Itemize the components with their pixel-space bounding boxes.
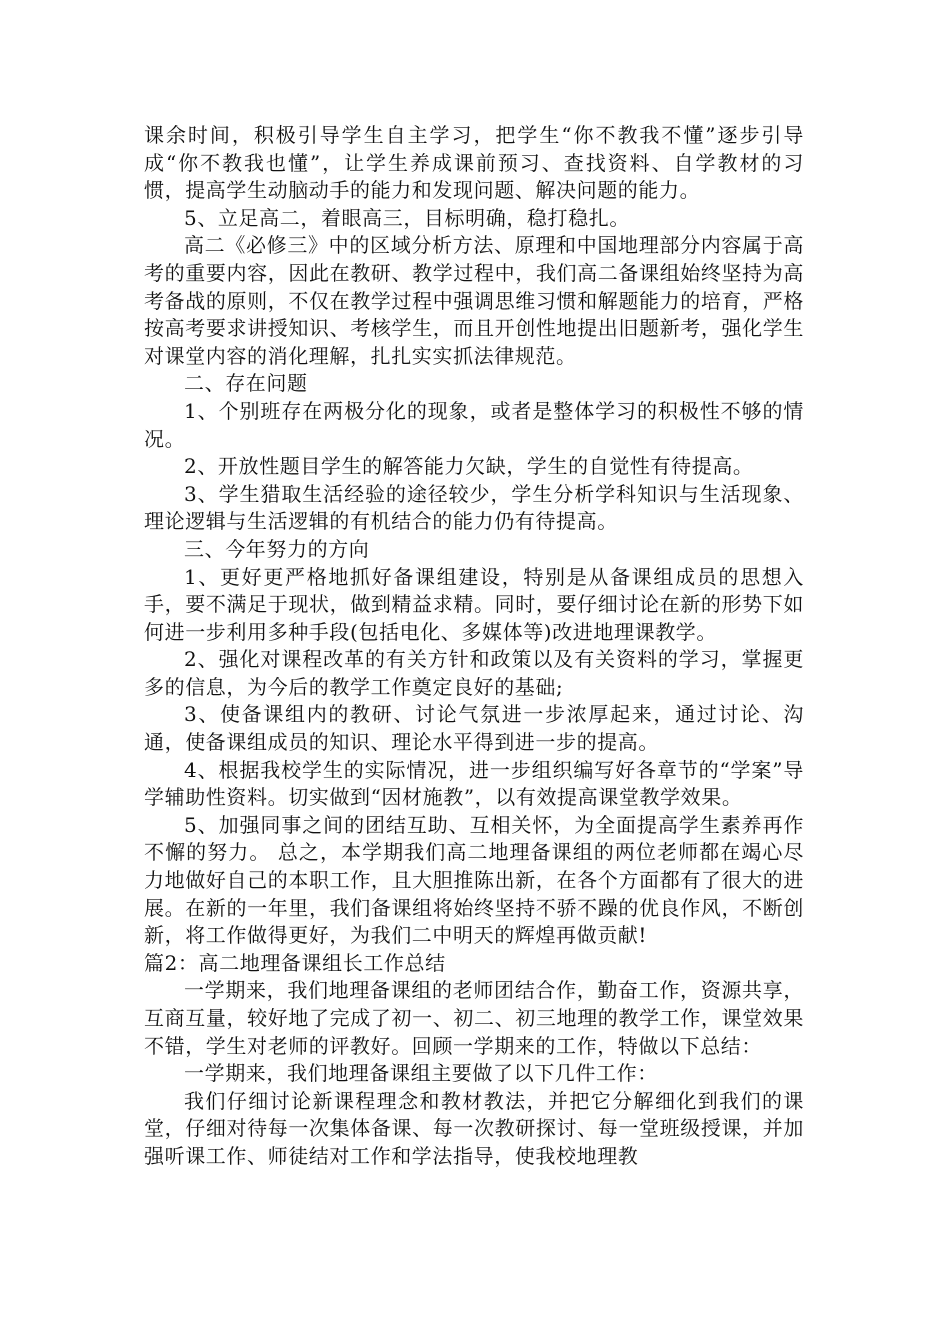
direction-item-5: 5、加强同事之间的团结互助、互相关怀，为全面提高学生素养再作不懈的努力。 总之，本学期我们高二地理备课组的两位老师都在竭心尽力地做好自己的本职工作，且大胆推陈出新，在各个方面都有了很大的进展。在新的一年里，我们备课组将始终坚持不骄不躁的优良作风，不断创新，将工作做得更好，为我们二中明天的辉煌再做贡献!: [144, 812, 804, 948]
direction-item-4: 4、根据我校学生的实际情况，进一步组织编写好各章节的“学案”导学辅助性资料。切实做到“因材施教”，以有效提高课堂教学效果。: [144, 757, 804, 810]
direction-item-1: 1、更好更严格地抓好备课组建设，特别是从备课组成员的思想入手，要不满足于现状，做到精益求精。同时，要仔细讨论在新的形势下如何进一步利用多种手段(包括电化、多媒体等)改进地理课教学。: [144, 564, 804, 644]
problem-item-3: 3、学生猎取生活经验的途径较少，学生分析学科知识与生活现象、理论逻辑与生活逻辑的有机结合的能力仍有待提高。: [144, 481, 804, 534]
paragraph-continuation: 课余时间，积极引导学生自主学习，把学生“你不教我不懂”逐步引导成“你不教我也懂”，让学生养成课前预习、查找资料、自学教材的习惯，提高学生动脑动手的能力和发现问题、解决问题的能力。: [144, 123, 804, 203]
problem-item-1: 1、个别班存在两极分化的现象，或者是整体学习的积极性不够的情况。: [144, 398, 804, 451]
paragraph-item-5: 5、立足高二，着眼高三，目标明确，稳打稳扎。: [184, 205, 630, 230]
paragraph-work-list-lead: 一学期来，我们地理备课组主要做了以下几件工作：: [184, 1061, 658, 1086]
section-heading-problems: 二、存在问题: [184, 371, 308, 396]
paragraph-intro: 一学期来，我们地理备课组的老师团结合作，勤奋工作，资源共享，互商互量，较好地了完成了初一、初二、初三地理的教学工作，课堂效果不错，学生对老师的评教好。回顾一学期来的工作，特做以下总结：: [144, 978, 804, 1058]
chapter-title: 篇2：高二地理备课组长工作总结: [144, 950, 446, 975]
direction-item-3: 3、使备课组内的教研、讨论气氛进一步浓厚起来，通过讨论、沟通，使备课组成员的知识、理论水平得到进一步的提高。: [144, 702, 804, 755]
paragraph-work-detail: 我们仔细讨论新课程理念和教材教法，并把它分解细化到我们的课堂，仔细对待每一次集体备课、每一次教研探讨、每一堂班级授课，并加强听课工作、师徒结对工作和学法指导，使我校地理教: [144, 1088, 804, 1168]
section-heading-directions: 三、今年努力的方向: [184, 536, 370, 561]
document-page: [144, 122, 804, 1171]
direction-item-2: 2、强化对课程改革的有关方针和政策以及有关资料的学习，掌握更多的信息，为今后的教学工作奠定良好的基础;: [144, 647, 804, 699]
paragraph-body: 高二《必修三》中的区域分析方法、原理和中国地理部分内容属于高考的重要内容，因此在教研、教学过程中，我们高二备课组始终坚持为高考备战的原则，不仅在教学过程中强调思维习惯和解题能力的培育，严格按高考要求讲授知识、考核学生，而且开创性地提出旧题新考，强化学生对课堂内容的消化理解，扎扎实实抓法律规范。: [144, 233, 804, 368]
problem-item-2: 2、开放性题目学生的解答能力欠缺，学生的自觉性有待提高。: [184, 454, 754, 479]
